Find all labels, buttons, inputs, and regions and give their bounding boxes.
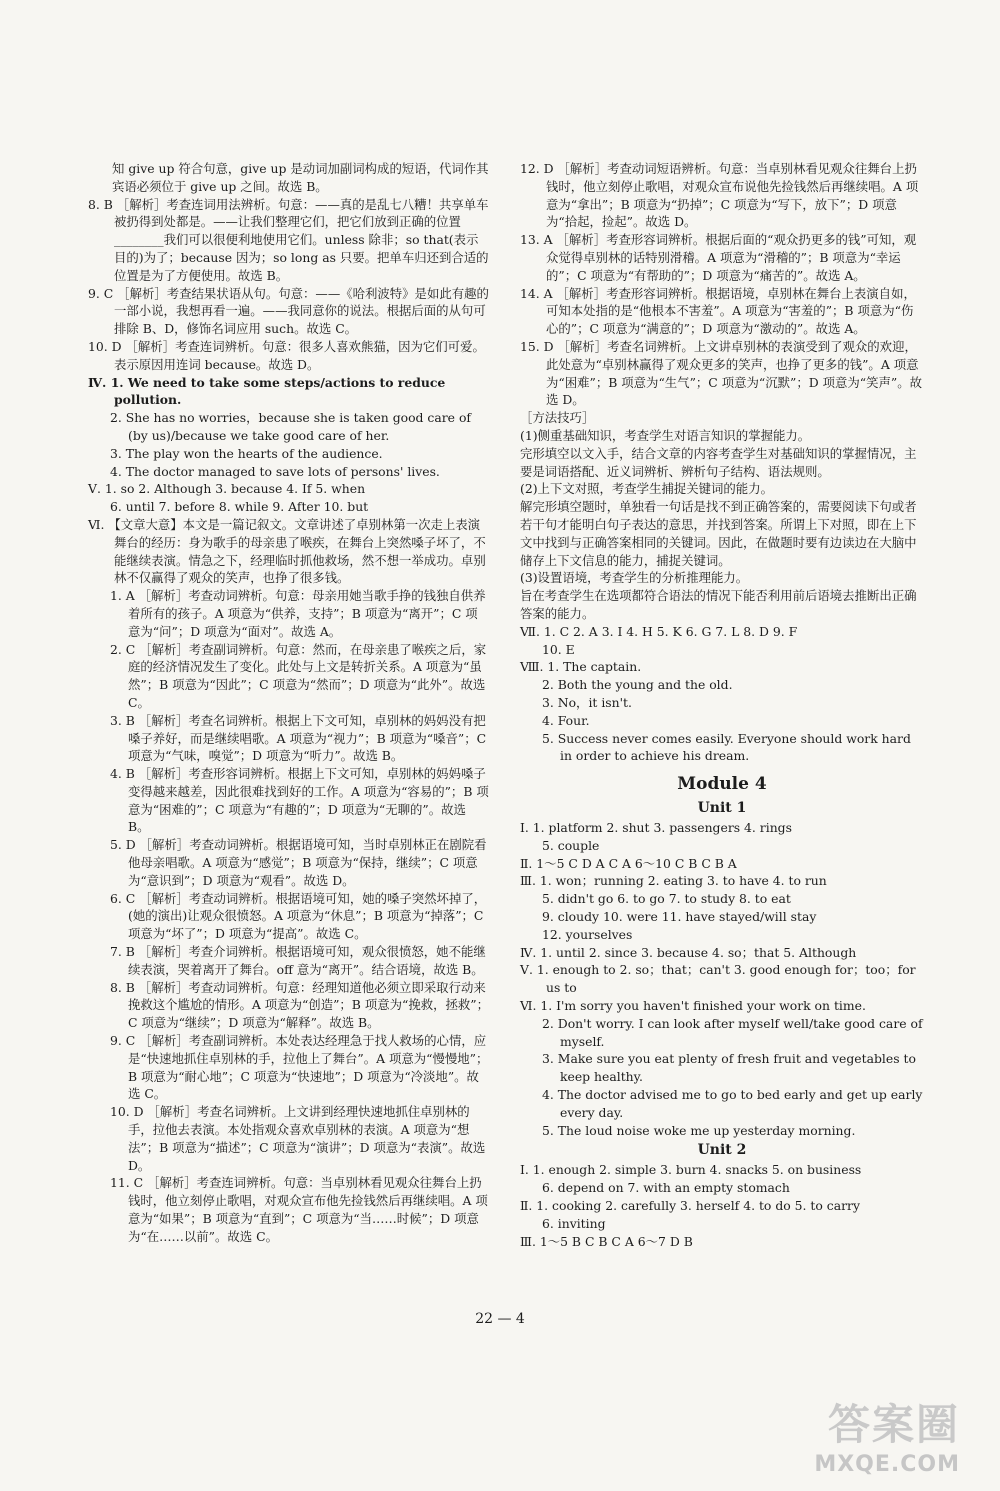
unit1-line: Ⅱ. 1～5 C D A C A 6～10 C B C B A bbox=[520, 855, 737, 871]
section-7-line-2: 10. E bbox=[542, 641, 575, 657]
answer-paragraph: 知 give up 符合句意，give up 是动词加副词构成的短语，代词作其宾语必须位于 give up 之间。故选 B。 bbox=[112, 161, 489, 194]
unit1-line: Ⅳ. 1. until 2. since 3. because 4. so；that 5. Although bbox=[520, 944, 857, 960]
section-8-item-1: Ⅷ. 1. The captain. bbox=[520, 659, 642, 675]
section-6-item-7: 7. B ［解析］考查介词辨析。根据语境可知，观众很愤怒，她不能继续表演，哭着离开了舞台。off 意为“离开”。结合语境，故选 B。 bbox=[110, 944, 486, 977]
section-8-item-5: 5. Success never comes easily. Everyone should work hard in order to achieve his dream. bbox=[542, 730, 911, 764]
section-8-item-2: 2. Both the young and the old. bbox=[542, 677, 733, 693]
unit2-line: Ⅰ. 1. enough 2. simple 3. burn 4. snacks 5. on business bbox=[520, 1162, 862, 1178]
section-6-item-2: 2. C ［解析］考查副词辨析。句意：然而，在母亲患了喉疾之后，家庭的经济情况发生了变化。此处与上文是转折关系。A 项意为“虽然”；B 项意为“因此”；C 项意为“然而”；D 项意为“此外”。故选 C。 bbox=[110, 641, 487, 710]
section-4-item-3: 3. The play won the hearts of the audience. bbox=[110, 445, 383, 461]
section-8-item-3: 3. No，it isn't. bbox=[542, 694, 632, 710]
section-6-item-15: 15. D ［解析］考查名词辨析。上文讲卓别林的表演受到了观众的欢迎，此处意为“卓别林赢得了观众更多的笑声，也挣了更多的钱”。A 项意为“困难”；B 项意为“生气”；C 项意为“沉默”；D 项意为“笑声”。故选 D。 bbox=[520, 338, 922, 408]
section-8-item-4: 4. Four. bbox=[542, 712, 590, 728]
unit1-line: 5. couple bbox=[542, 837, 600, 853]
section-6-item-6: 6. C ［解析］考查动词辨析。根据语境可知，她的嗓子突然坏掉了，(她的演出)让观众很愤怒。A 项意为“休息”；B 项意为“掉落”；C 项意为“坏了”；D 项意为“提高”。故选 C。 bbox=[110, 890, 487, 942]
method-tip-2-body: 解完形填空题时，单独看一句话是找不到正确答案的，需要阅读下句或者若干句才能明白句子表达的意思，并找到答案。所谓上下对照，即在上下文中找到与正确答案相同的关键词。因此，在做题时要有边读边在大脑中储存上下文信息的能力，捕捉关键词。 bbox=[520, 499, 917, 568]
right-column bbox=[520, 160, 924, 1250]
section-6-item-8: 8. B ［解析］考查动词辨析。句意：经理知道他必须立即采取行动来挽救这个尴尬的情形。A 项意为“创造”；B 项意为“挽救，拯救”；C 项意为“继续”；D 项意为“解释”。故选 B。 bbox=[110, 979, 490, 1031]
section-4-item-2: 2. She has no worries，because she is taken good care of (by us)/because we take good care of her. bbox=[110, 410, 471, 443]
section-6-item-14: 14. A ［解析］考查形容词辨析。根据语境，卓别林在舞台上表演自如，可知本处指的是“他根本不害羞”。A 项意为“害羞的”；B 项意为“伤心的”；C 项意为“满意的”；D 项意为“激动的”。故选 A。 bbox=[520, 285, 916, 337]
method-tip-3-title: (3)设置语境，考查学生的分析推理能力。 bbox=[520, 570, 749, 586]
page-number: 22 — 4 bbox=[475, 1311, 525, 1327]
section-6-item-13: 13. A ［解析］考查形容词辨析。根据后面的“观众扔更多的钱”可知，观众觉得卓别林的话特别滑稽。A 项意为“滑稽的”；B 项意为“幸运的”；C 项意为“有帮助的”；D 项意为“痛苦的”。故选 A。 bbox=[520, 232, 917, 283]
unit1-line: 3. Make sure you eat plenty of fresh fruit and vegetables to keep healthy. bbox=[542, 1051, 916, 1085]
answer-item-9: 9. C ［解析］考查结果状语从句。句意：——《哈利波特》是如此有趣的一部小说，我想再看一遍。——我同意你的说法。根据后面的从句可排除 B、D，修饰名词应用 such。故选 C。 bbox=[88, 285, 489, 337]
unit1-line: 2. Don't worry. I can look after myself well/take good care of myself. bbox=[542, 1015, 923, 1049]
section-6-item-12: 12. D ［解析］考查动词短语辨析。句意：当卓别林看见观众往舞台上扔钱时，他立刻停止歌唱，对观众宣布说他先捡钱然后再继续唱。A 项意为“拿出”；B 项意为“扔掉”；C 项意为“写下，放下”；D 项意为“拾起，捡起”。故选 D。 bbox=[520, 161, 919, 230]
section-6-item-3: 3. B ［解析］考查名词辨析。根据上下文可知，卓别林的妈妈没有把嗓子养好，而是继续唱歌。A 项意为“视力”；B 项意为“嗓音”；C 项意为“气味，嗅觉”；D 项意为“听力”。故选 B。 bbox=[110, 712, 487, 764]
module-title: Module 4 bbox=[677, 774, 767, 795]
watermark bbox=[814, 1392, 960, 1477]
unit1-line: Ⅲ. 1. won；running 2. eating 3. to have 4. to run bbox=[520, 873, 827, 889]
section-6-item-1: 1. A ［解析］考查动词辨析。句意：母亲用她当歌手挣的钱独自供养着所有的孩子。A 项意为“供养，支持”；B 项意为“离开”；C 项意为“问”；D 项意为“面对”。故选 A。 bbox=[110, 588, 486, 639]
unit1-line: 5. The loud noise woke me up yesterday morning. bbox=[542, 1122, 856, 1138]
section-6-item-5: 5. D ［解析］考查动词辨析。根据语境可知，当时卓别林正在剧院看他母亲唱歌。A 项意为“感觉”；B 项意为“保持，继续”；C 项意为“意识到”；D 项意为“观看”。故选 D。 bbox=[110, 837, 487, 888]
answer-item-10: 10. D ［解析］考查连词辨析。句意：很多人喜欢熊猫，因为它们可爱。表示原因用连词 because。故选 D。 bbox=[88, 338, 485, 372]
section-7-line-1: Ⅶ. 1. C 2. A 3. I 4. H 5. K 6. G 7. L 8. D 9. F bbox=[520, 623, 798, 639]
unit2-line: 6. inviting bbox=[542, 1215, 606, 1231]
section-4-item-1: Ⅳ. 1. We need to take some steps/actions to reduce pollution. bbox=[88, 374, 446, 408]
method-tip-1-body: 完形填空以文入手，结合文章的内容考查学生对基础知识的掌握情况，主要是词语搭配、近义词辨析、辨析句子结构、语法规则。 bbox=[520, 445, 917, 479]
section-6-item-10: 10. D ［解析］考查名词辨析。上文讲到经理快速地抓住卓别林的手，拉他去表演。本处指观众喜欢卓别林的表演。A 项意为“想法”；B 项意为“描述”；C 项意为“演讲”；D 项意为“表演”。故选 D。 bbox=[110, 1104, 486, 1173]
section-6-item-9: 9. C ［解析］考查副词辨析。本处表达经理急于找人救场的心情，应是“快速地抓住卓别林的手，拉他上了舞台”。A 项意为“慢慢地”；B 项意为“耐心地”；C 项意为“快速地”；D 项意为“冷淡地”。故选 C。 bbox=[110, 1033, 489, 1102]
section-5-line-1: Ⅴ. 1. so 2. Although 3. because 4. If 5. when bbox=[88, 481, 366, 497]
unit1-line: Ⅰ. 1. platform 2. shut 3. passengers 4. rings bbox=[520, 820, 792, 836]
section-6-item-4: 4. B ［解析］考查形容词辨析。根据上下文可知，卓别林的妈妈嗓子变得越来越差，因此很难找到好的工作。A 项意为“容易的”；B 项意为“困难的”；C 项意为“有趣的”；D 项意为“无聊的”。故选 B。 bbox=[110, 766, 489, 835]
left-column bbox=[88, 160, 490, 1246]
method-tip-3-body: 旨在考查学生在选项都符合语法的情况下能否利用前后语境去推断出正确答案的能力。 bbox=[520, 588, 917, 621]
unit1-line: Ⅵ. 1. I'm sorry you haven't finished your work on time. bbox=[520, 998, 866, 1014]
unit-2-title: Unit 2 bbox=[697, 1142, 747, 1159]
section-4-item-4: 4. The doctor managed to save lots of persons' lives. bbox=[110, 463, 440, 479]
method-tips-heading: ［方法技巧］ bbox=[520, 410, 595, 426]
unit-1-title: Unit 1 bbox=[697, 800, 747, 817]
answer-item-8: 8. B ［解析］考查连词用法辨析。句意：——真的是乱七八糟！共享单车被扔得到处都是。——让我们整理它们，把它们放到正确的位置________我们可以很便利地使用它们。unless 除非；so that(表示目的)为了；because 因为；so long as 只要。把单车归还到合适的位置是为了方便使用。故选 B。 bbox=[88, 196, 489, 283]
unit2-line: Ⅲ. 1～5 B C B C A 6～7 D B bbox=[520, 1233, 693, 1249]
watermark-logo: 答案圈 bbox=[827, 1400, 960, 1449]
unit1-line: 4. The doctor advised me to go to bed early and get up early every day. bbox=[542, 1087, 923, 1120]
unit1-line: 5. didn't go 6. to go 7. to study 8. to eat bbox=[542, 891, 791, 907]
unit1-line: 9. cloudy 10. were 11. have stayed/will stay bbox=[542, 909, 817, 925]
unit2-line: Ⅱ. 1. cooking 2. carefully 3. herself 4. to do 5. to carry bbox=[520, 1198, 860, 1214]
section-6-summary: Ⅵ. 【文章大意】本文是一篇记叙文。文章讲述了卓别林第一次走上表演舞台的经历：身为歌手的母亲患了喉疾，在舞台上突然嗓子坏了，不能继续表演。情急之下，经理临时抓他救场，然不想一举成功。卓别林不仅赢得了观众的笑声，也挣了很多钱。 bbox=[88, 516, 486, 586]
method-tip-1-title: (1)侧重基础知识，考查学生对语言知识的掌握能力。 bbox=[520, 427, 811, 443]
unit1-line: 12. yourselves bbox=[542, 926, 633, 942]
watermark-url: MXQE.COM bbox=[814, 1452, 960, 1477]
unit2-line: 6. depend on 7. with an empty stomach bbox=[542, 1180, 790, 1196]
unit1-line: Ⅴ. 1. enough to 2. so；that；can't 3. good enough for；too；for us to bbox=[520, 962, 916, 996]
method-tip-2-title: (2)上下文对照，考查学生捕捉关键词的能力。 bbox=[520, 481, 773, 497]
section-6-item-11: 11. C ［解析］考查连词辨析。句意：当卓别林看见观众往舞台上扔钱时，他立刻停止歌唱，对观众宣布他先捡钱然后再继续唱。A 项意为“如果”；B 项意为“直到”；C 项意为“当……时候”；D 项意为“在……以前”。故选 C。 bbox=[110, 1175, 488, 1244]
section-5-line-2: 6. until 7. before 8. while 9. After 10. but bbox=[110, 499, 369, 515]
